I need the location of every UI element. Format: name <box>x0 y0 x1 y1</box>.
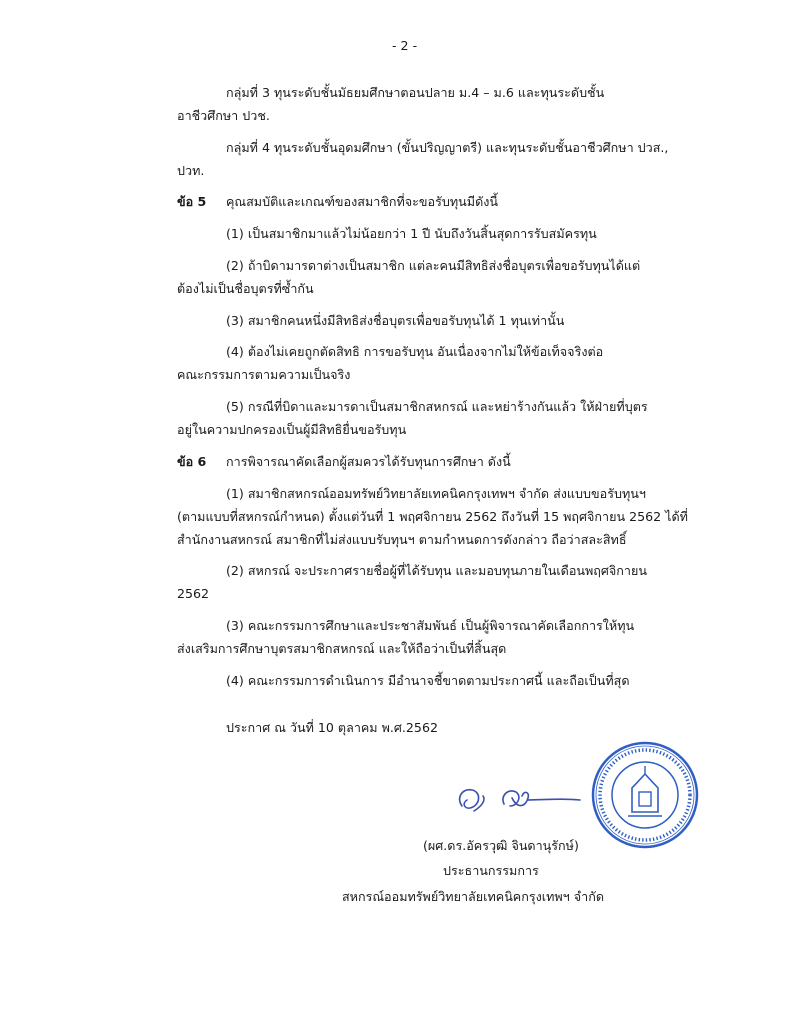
section6-item1-line1: (1) สมาชิกสหกรณ์ออมทรัพย์วิทยาลัยเทคนิคกรุงเทพฯ จำกัด ส่งแบบขอรับทุนฯ <box>226 486 646 501</box>
signatory-organization: สหกรณ์ออมทรัพย์วิทยาลัยเทคนิคกรุงเทพฯ จำกัด <box>342 889 604 904</box>
stamp-outer-ring <box>593 743 697 847</box>
section6-item2-line2: 2562 <box>177 586 210 601</box>
stamp-outer-ring-inner-line <box>596 746 694 844</box>
section6-item3-line1: (3) คณะกรรมการศึกษาและประชาสัมพันธ์ เป็นผู้พิจารณาคัดเลือกการให้ทุน <box>226 618 635 633</box>
announcement-date: ประกาศ ณ วันที่ 10 ตุลาคม พ.ศ.2562 <box>226 720 438 735</box>
section5-item4-line1: (4) ต้องไม่เคยถูกตัดสิทธิ การขอรับทุน อันเนื่องจากไม่ให้ข้อเท็จจริงต่อ <box>226 344 604 359</box>
group3-line1: กลุ่มที่ 3 ทุนระดับชั้นมัธยมศึกษาตอนปลาย ม.4 – ม.6 และทุนระดับชั้น <box>226 85 605 100</box>
stamp-emblem-door <box>639 792 651 806</box>
group4-line1: กลุ่มที่ 4 ทุนระดับชั้นอุดมศึกษา (ขั้นปริญญาตรี) และทุนระดับชั้นอาชีวศึกษา ปวส., <box>226 140 669 155</box>
section5-item5-line1: (5) กรณีที่บิดาและมารดาเป็นสมาชิกสหกรณ์ และหย่าร้างกันแล้ว ให้ฝ่ายที่บุตร <box>226 399 648 414</box>
section5-heading: คุณสมบัติและเกณฑ์ของสมาชิกที่จะขอรับทุนมีดังนี้ <box>226 194 499 209</box>
handwritten-signature <box>452 776 582 826</box>
group3-line2: อาชีวศึกษา ปวช. <box>177 108 270 123</box>
section6-item1-line3: สำนักงานสหกรณ์ สมาชิกที่ไม่ส่งแบบรับทุนฯ ตามกำหนดการดังกล่าว ถือว่าสละสิทธิ์ <box>177 532 627 547</box>
section6-item4: (4) คณะกรรมการดำเนินการ มีอำนาจชี้ขาดตามประกาศนี้ และถือเป็นที่สุด <box>226 673 630 688</box>
signatory-name: (ผศ.ดร.อัครวุฒิ จินดานุรักษ์) <box>423 838 579 853</box>
section5-item3: (3) สมาชิกคนหนึ่งมีสิทธิส่งชื่อบุตรเพื่อขอรับทุนได้ 1 ทุนเท่านั้น <box>226 313 565 328</box>
section6-item1-line2: (ตามแบบที่สหกรณ์กำหนด) ตั้งแต่วันที่ 1 พฤศจิกายน 2562 ถึงวันที่ 15 พฤศจิกายน 2562 ได้ที่ <box>177 509 688 524</box>
stamp-emblem <box>628 766 662 816</box>
section5-item2-line2: ต้องไม่เป็นชื่อบุตรที่ซ้ำกัน <box>177 281 314 296</box>
section5-item1: (1) เป็นสมาชิกมาแล้วไม่น้อยกว่า 1 ปี นับถึงวันสิ้นสุดการรับสมัครทุน <box>226 226 597 241</box>
section5-label: ข้อ 5 <box>177 194 207 209</box>
signatory-position: ประธานกรรมการ <box>443 863 539 878</box>
section6-item3-line2: ส่งเสริมการศึกษาบุตรสมาชิกสหกรณ์ และให้ถือว่าเป็นที่สิ้นสุด <box>177 641 507 656</box>
section6-label: ข้อ 6 <box>177 454 207 469</box>
cooperative-seal-stamp <box>590 740 700 850</box>
section5-item4-line2: คณะกรรมการตามความเป็นจริง <box>177 367 351 382</box>
section5-item5-line2: อยู่ในความปกครองเป็นผู้มีสิทธิยื่นขอรับทุน <box>177 422 407 437</box>
section5-item2-line1: (2) ถ้าบิดามารดาต่างเป็นสมาชิก แต่ละคนมีสิทธิส่งชื่อบุตรเพื่อขอรับทุนได้แต่ <box>226 258 641 273</box>
signature-strokes <box>460 790 580 811</box>
section6-heading: การพิจารณาคัดเลือกผู้สมควรได้รับทุนการศึกษา ดังนี้ <box>226 454 511 469</box>
section6-item2-line1: (2) สหกรณ์ จะประกาศรายชื่อผู้ที่ได้รับทุน และมอบทุนภายในเดือนพฤศจิกายน <box>226 563 647 578</box>
stamp-ring-lettering <box>600 750 690 840</box>
stamp-rings <box>593 743 697 847</box>
group4-line2: ปวท. <box>177 163 205 178</box>
page-number: - 2 - <box>392 38 418 53</box>
